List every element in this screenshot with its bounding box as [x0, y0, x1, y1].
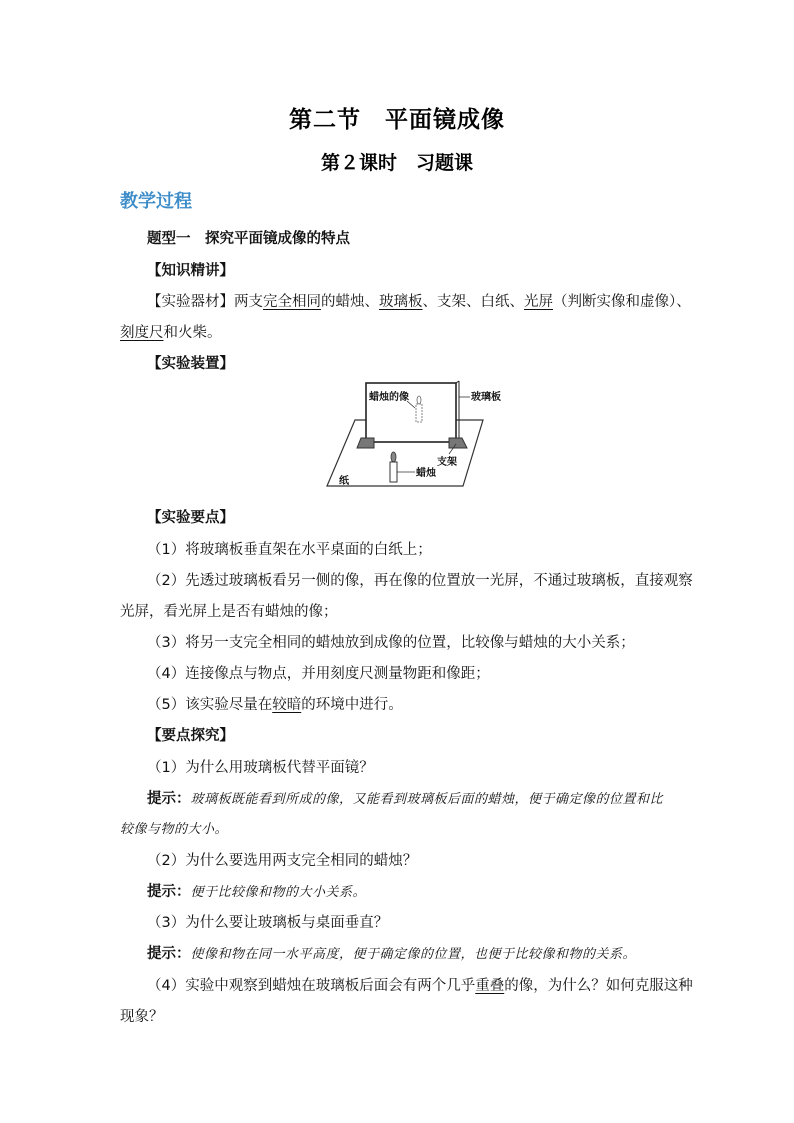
hint-label: 提示：	[147, 791, 191, 807]
hint-label: 提示：	[147, 946, 191, 962]
question-4-line-2: 现象？	[120, 1009, 164, 1025]
setup-tag: 【实验装置】	[147, 356, 234, 372]
point-item: 光屏，看光屏上是否有蜡烛的像；	[120, 604, 338, 620]
question-text: 的像，为什么？如何克服这种	[504, 978, 693, 994]
glass-label: 玻璃板	[471, 392, 501, 403]
underlined-term: 光屏	[524, 294, 553, 310]
topic-heading: 题型一 探究平面镜成像的特点	[147, 231, 350, 247]
point-text: 的环境中进行。	[301, 697, 403, 713]
explore-tag: 【要点探究】	[147, 728, 234, 744]
question-1: （1）为什么用玻璃板代替平面镜？	[147, 760, 374, 776]
point-item: （1）将玻璃板垂直架在水平桌面的白纸上；	[147, 542, 432, 558]
question-2: （2）为什么要选用两支完全相同的蜡烛？	[147, 853, 418, 869]
underlined-term: 完全相同	[263, 294, 321, 310]
stand-label: 支架	[437, 457, 457, 468]
underlined-term: 较暗	[272, 697, 302, 713]
answer-2	[147, 882, 707, 903]
equipment-line-1	[147, 292, 707, 312]
hint-text: 玻璃板既能看到所成的像，又能看到玻璃板后面的蜡烛，便于确定像的位置和比	[190, 792, 664, 807]
candle-image	[416, 404, 422, 422]
knowledge-tag: 【知识精讲】	[147, 263, 234, 279]
equipment-line-2	[120, 323, 680, 343]
point-item: （4）连接像点与物点，并用刻度尺测量物距和像距；	[147, 666, 490, 682]
paper-label: 纸	[339, 476, 349, 487]
equipment-tag: 【实验器材】	[147, 294, 234, 310]
equipment-text: 两支	[234, 294, 263, 310]
hint-text: 使像和物在同一水平高度，便于确定像的位置，也便于比较像和物的关系。	[190, 947, 637, 962]
answer-1-line-1	[147, 789, 707, 810]
underlined-term: 重叠	[475, 978, 505, 994]
equipment-text: （判断实像和虚像）、	[553, 294, 691, 310]
page-title: 第二节 平面镜成像	[289, 106, 505, 133]
candle	[390, 462, 397, 482]
point-item	[147, 695, 707, 715]
point-item: （2）先透过玻璃板看另一侧的像，再在像的位置放一光屏，不通过玻璃板，直接观察	[147, 573, 693, 589]
question-3: （3）为什么要让玻璃板与桌面垂直？	[147, 915, 389, 931]
candle-label: 蜡烛	[416, 468, 436, 479]
question-text: （4）实验中观察到蜡烛在玻璃板后面会有两个几乎	[147, 978, 476, 994]
answer-1-line-2: 较像与物的大小。	[120, 822, 229, 837]
hint-label: 提示：	[147, 884, 191, 900]
point-text: （5）该实验尽量在	[147, 697, 273, 713]
points-tag: 【实验要点】	[147, 510, 234, 526]
equipment-text: 的蜡烛、	[321, 294, 379, 310]
hint-text: 便于比较像和物的大小关系。	[190, 885, 367, 900]
equipment-text: 、支架、白纸、	[422, 294, 524, 310]
equipment-text: 和火柴。	[163, 325, 222, 341]
point-item: （3）将另一支完全相同的蜡烛放到成像的位置，比较像与蜡烛的大小关系；	[147, 635, 635, 651]
question-4-line-1	[147, 976, 707, 996]
underlined-term: 刻度尺	[120, 325, 164, 341]
experiment-diagram	[325, 378, 505, 490]
image-label: 蜡烛的像	[369, 392, 409, 403]
answer-3	[147, 944, 707, 965]
underlined-term: 玻璃板	[379, 294, 423, 310]
section-heading: 教学过程	[120, 191, 192, 212]
page-subtitle: 第２课时 习题课	[320, 152, 473, 174]
